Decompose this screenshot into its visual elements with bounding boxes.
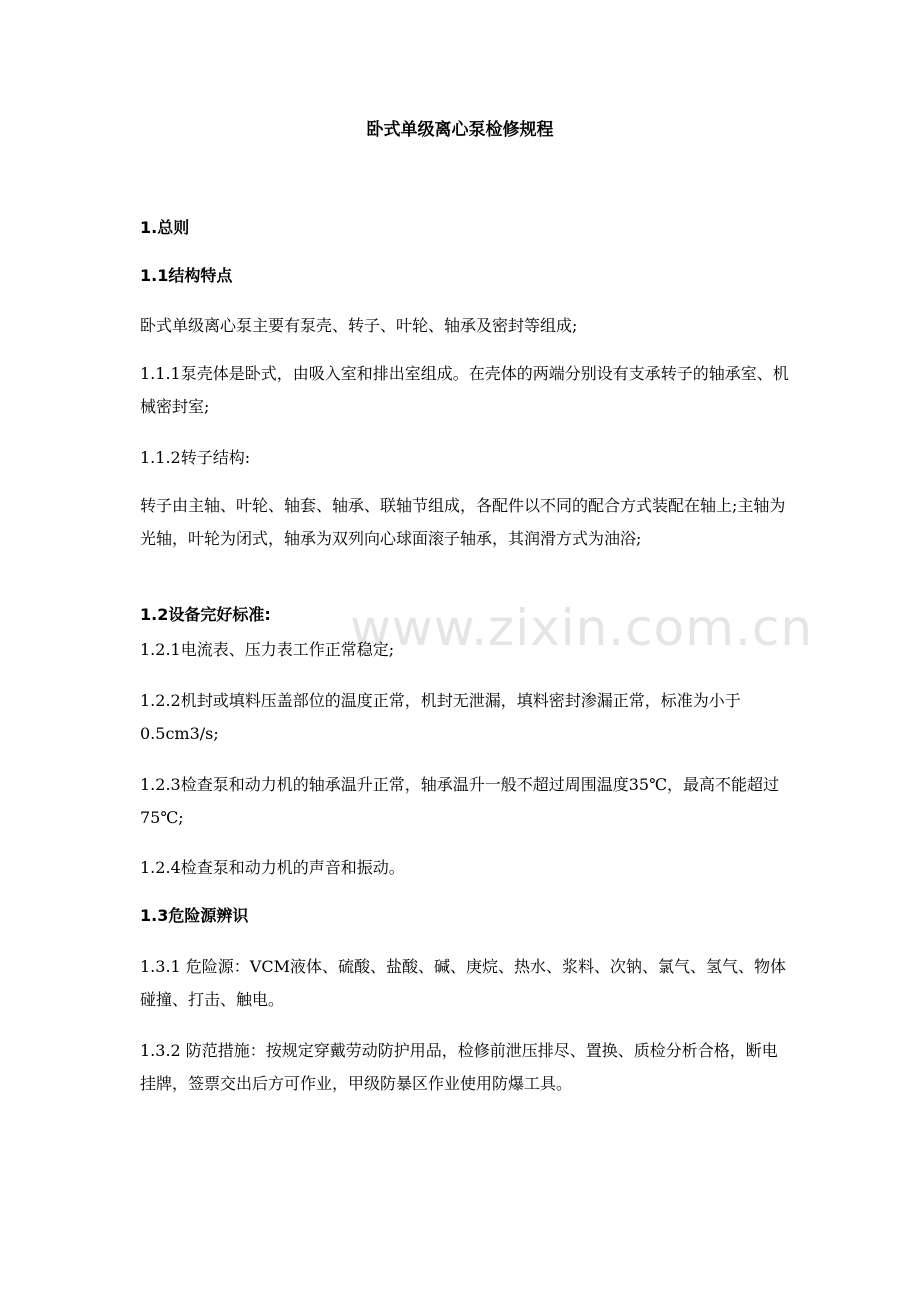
paragraph-structure-intro: 卧式单级离心泵主要有泵壳、转子、叶轮、轴承及密封等组成; [140, 316, 578, 335]
watermark: www.zixin.com.cn [350, 599, 814, 657]
paragraph-1-3-2: 1.3.2 防范措施：按规定穿戴劳动防护用品，检修前泄压排尽、置换、质检分析合格，断电挂牌，签票交出后方可作业，甲级防暴区作业使用防爆工具。 [140, 1041, 778, 1093]
paragraph-1-2-2: 1.2.2机封或填料压盖部位的温度正常，机封无泄漏，填料密封渗漏正常，标准为小于0.5cm3/s; [140, 691, 741, 743]
document-title: 卧式单级离心泵检修规程 [366, 120, 554, 140]
paragraph-1-2-1: 1.2.1电流表、压力表工作正常稳定; [140, 640, 395, 659]
paragraph-1-1-1: 1.1.1泵壳体是卧式，由吸入室和排出室组成。在壳体的两端分别设有支承转子的轴承室、机械密封室; [140, 364, 789, 416]
paragraph-1-2-4: 1.2.4检查泵和动力机的声音和振动。 [140, 858, 405, 877]
paragraph-rotor-description: 转子由主轴、叶轮、轴套、轴承、联轴节组成，各配件以不同的配合方式装配在轴上;主轴为光轴，叶轮为闭式，轴承为双列向心球面滚子轴承，其润滑方式为油浴; [140, 496, 786, 548]
paragraph-1-2-3: 1.2.3检查泵和动力机的轴承温升正常，轴承温升一般不超过周围温度35℃，最高不能超过75℃; [140, 775, 779, 827]
section-heading-1: 1.总则 [140, 218, 190, 237]
paragraph-1-3-1: 1.3.1 危险源：VCM液体、硫酸、盐酸、碱、庚烷、热水、浆料、次钠、氯气、氢气、物体碰撞、打击、触电。 [140, 957, 786, 1009]
section-heading-1-1: 1.1结构特点 [140, 266, 233, 285]
section-heading-1-3: 1.3危险源辨识 [140, 906, 249, 925]
paragraph-1-1-2: 1.1.2转子结构: [140, 448, 251, 467]
section-heading-1-2: 1.2设备完好标准: [140, 605, 271, 624]
